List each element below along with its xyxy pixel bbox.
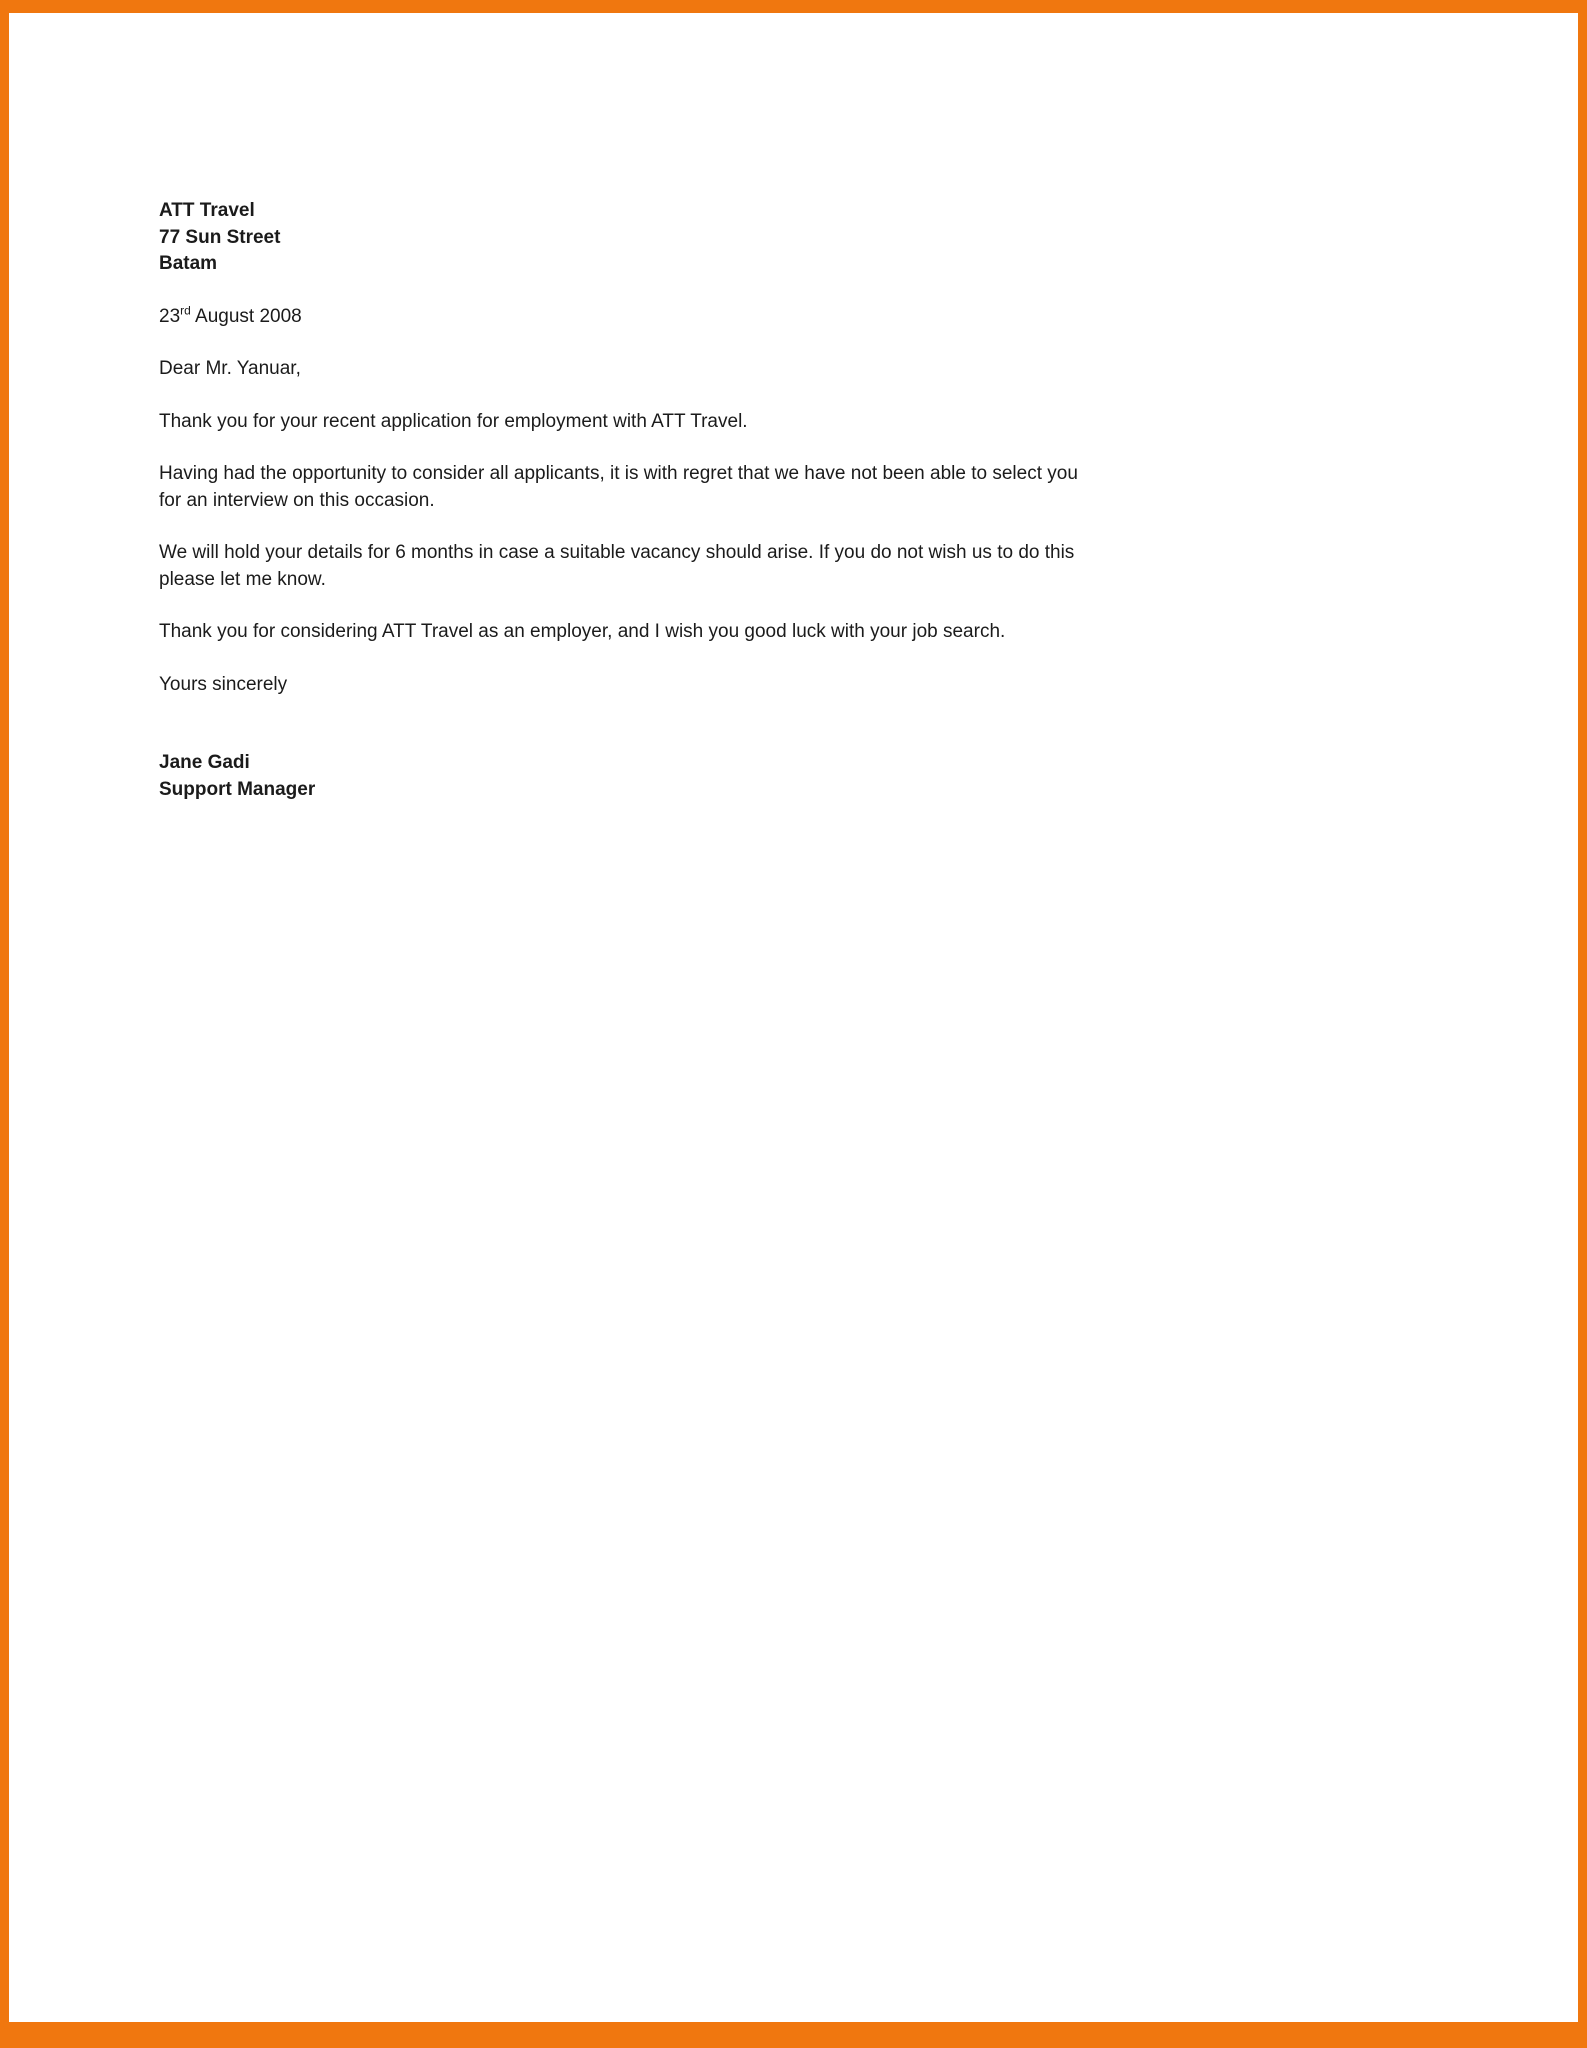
paragraph-2: Having had the opportunity to consider all applicants, it is with regret that we have not been able to select you for an interview on this occasion. <box>159 463 1078 511</box>
closing: Yours sincerely <box>159 673 288 695</box>
sender-name: ATT Travel <box>159 200 255 221</box>
paragraph-4: Thank you for considering ATT Travel as an employer, and I wish you good luck with your job search. <box>159 621 1006 642</box>
sender-address <box>159 198 1104 278</box>
date-ordinal: rd <box>180 303 191 318</box>
letter-body <box>159 198 1104 803</box>
salutation: Dear Mr. Yanuar, <box>159 358 301 379</box>
signature-name: Jane Gadi <box>159 752 250 773</box>
letter-date <box>159 304 1104 331</box>
sender-city: Batam <box>159 253 218 274</box>
signature-block <box>159 750 1104 803</box>
paragraph-3: We will hold your details for 6 months in case a suitable vacancy should arise. If you do not wish us to do this please let me know. <box>159 542 1075 590</box>
date-day: 23 <box>159 305 181 327</box>
sender-street: 77 Sun Street <box>159 226 281 248</box>
paragraph-1: Thank you for your recent application for employment with ATT Travel. <box>159 410 748 432</box>
signature-title: Support Manager <box>159 778 316 800</box>
date-rest: August 2008 <box>190 305 302 327</box>
